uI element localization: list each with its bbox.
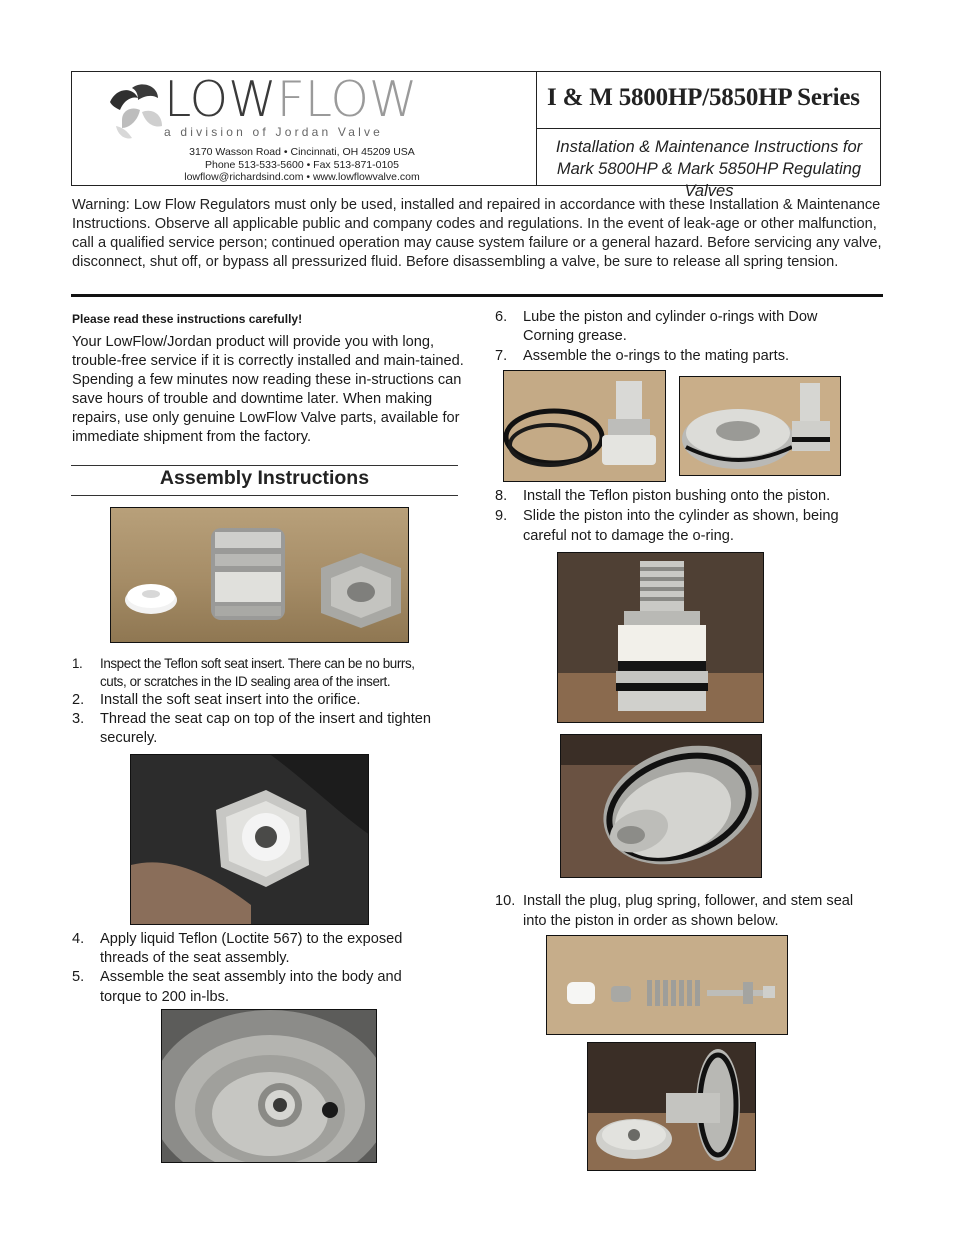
step-4 <box>72 930 472 968</box>
step-line: Thread the seat cap on top of the insert and tighten <box>100 711 432 727</box>
step-line: torque to 200 in-lbs. <box>100 989 229 1005</box>
step-number: 5. <box>72 969 85 985</box>
step-text <box>100 655 415 691</box>
step-line: Corning grease. <box>523 328 627 344</box>
step-number: 3. <box>72 711 85 727</box>
photo-piston-orings <box>503 370 666 482</box>
photo-piston-in-cylinder <box>560 734 762 878</box>
intro-heading: Please read these instructions carefully! <box>72 312 303 326</box>
step-number: 2. <box>72 692 85 708</box>
step-text: Assemble the o-rings to the mating parts. <box>523 348 790 364</box>
assembly-heading: Assembly Instructions <box>159 467 370 489</box>
lowflow-logo-icon <box>102 80 166 142</box>
step-number: 10. <box>495 893 516 909</box>
subtitle-line: Mark 5800HP & Mark 5850HP Regulating Valves <box>556 160 862 200</box>
heading-rule <box>71 465 458 466</box>
logo-flow: FLOW <box>276 71 418 128</box>
subtitle-line: Installation & Maintenance Instructions for <box>555 138 863 156</box>
step-line: Inspect the Teflon soft seat insert. There can be no burrs, <box>100 656 415 671</box>
step-number: 4. <box>72 931 85 947</box>
step-number: 8. <box>495 488 508 504</box>
step-line: Lube the piston and cylinder o-rings with Dow <box>523 309 818 325</box>
step-line: securely. <box>100 730 158 746</box>
step-text <box>100 930 402 968</box>
step-line: Slide the piston into the cylinder as shown, being <box>523 508 839 524</box>
step-line: Assemble the seat assembly into the body and <box>100 969 402 985</box>
section-rule <box>71 294 883 297</box>
step-text <box>523 308 817 346</box>
photo-seat-cap <box>130 754 369 925</box>
email-web-line: lowflow@richardsind.com • www.lowflowvalve.com <box>184 171 420 183</box>
header-box <box>71 71 881 200</box>
photo-body-seat <box>161 1009 377 1163</box>
step-3 <box>72 710 472 748</box>
photo-assembled-piston <box>587 1042 756 1171</box>
step-10 <box>495 891 887 929</box>
step-line: into the piston in order as shown below. <box>523 913 779 929</box>
step-8 <box>495 487 885 506</box>
document-title: I & M 5800HP/5850HP Series <box>547 84 860 111</box>
step-1 <box>72 655 472 691</box>
phone-line: Phone 513-533-5600 • Fax 513-871-0105 <box>205 158 399 171</box>
step-number: 9. <box>495 508 508 524</box>
logo-wordmark <box>164 72 417 128</box>
step-line: careful not to damage the o-ring. <box>523 528 734 544</box>
step-line: cuts, or scratches in the ID sealing area of the insert. <box>100 674 391 689</box>
photo-piston-bushing <box>557 552 764 723</box>
contact-address <box>112 146 492 184</box>
step-line: threads of the seat assembly. <box>100 950 290 966</box>
step-6 <box>495 308 885 346</box>
step-text <box>100 710 431 748</box>
logo-tagline: a division of Jordan Valve <box>164 125 384 139</box>
step-line: Install the plug, plug spring, follower, and stem seal <box>523 893 854 909</box>
step-text <box>523 891 853 931</box>
step-9 <box>495 506 885 544</box>
step-line: Apply liquid Teflon (Loctite 567) to the exposed <box>100 931 403 947</box>
warning-paragraph: Warning: Low Flow Regulators must only be used, installed and repaired in accordance with these Installation & Maintenance Instructions. Observe all applicable public and company codes and regulations. In the event of leak-age or other malfunction, call a qualified service person; continued operation may cause system failure or a general hazard. Before servicing any valve, disconnect, shut off, or bypass all pressurized fluid. Before disassembling a valve, be sure to release all spring tension. <box>72 197 882 270</box>
step-number: 1. <box>72 656 83 671</box>
heading-rule <box>71 495 458 496</box>
step-number: 7. <box>495 348 508 364</box>
photo-cylinder-orings <box>679 376 841 476</box>
address-line: 3170 Wasson Road • Cincinnati, OH 45209 USA <box>189 146 415 158</box>
step-number: 6. <box>495 309 508 325</box>
step-2 <box>72 691 472 710</box>
step-text: Install the Teflon piston bushing onto the piston. <box>523 488 831 504</box>
step-5 <box>72 967 472 1005</box>
photo-seat-parts <box>110 507 409 643</box>
step-text <box>523 506 839 546</box>
header-divider <box>537 128 880 129</box>
document-subtitle <box>538 136 880 202</box>
step-text <box>100 967 402 1007</box>
intro-paragraph: Your LowFlow/Jordan product will provide you with long, trouble-free service if it is correctly installed and main-tained. Spending a few minutes now reading these in-structions can save hours of trouble and downtime later. When making repairs, use only genuine LowFlow Valve parts, available for immediate shipment from the factory. <box>72 334 464 445</box>
step-7 <box>495 347 885 366</box>
step-text: Install the soft seat insert into the orifice. <box>100 692 361 708</box>
logo-low: LOW <box>164 71 277 128</box>
photo-plug-spring-parts <box>546 935 788 1035</box>
